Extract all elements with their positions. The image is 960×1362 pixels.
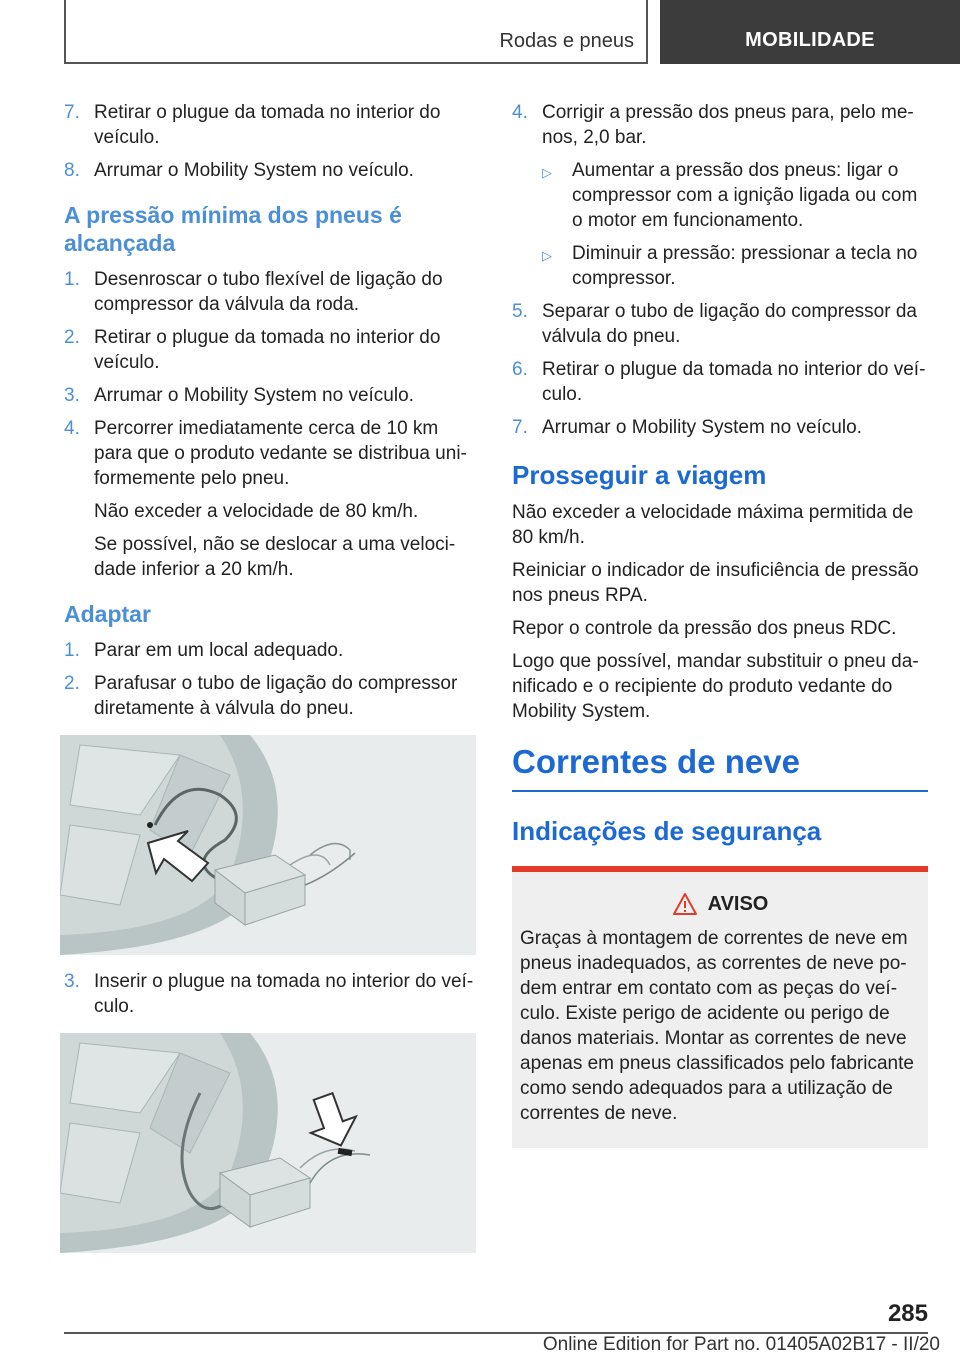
step-text: Parar em um local adequado.	[94, 640, 344, 661]
step-number: 7.	[512, 417, 528, 438]
step-text: Retirar o plugue da tomada no interior do veículo.	[94, 102, 441, 148]
paragraph: Repor o controle da pressão dos pneus RDC.	[512, 618, 897, 639]
figure-compressor-valve	[60, 735, 476, 955]
paragraph: Não exceder a velocidade máxima permitida de 80 km/h.	[512, 502, 914, 548]
step-text: Inserir o plugue na tomada no interior do veículo.	[94, 971, 474, 1017]
sub-step-item	[512, 158, 928, 233]
heading-safety-notes: Indicações de segurança	[512, 816, 822, 846]
header-chapter-tab	[660, 0, 960, 64]
footer-edition: Online Edition for Part no. 01405A02B17 - II/20	[542, 1334, 940, 1355]
step-text: Percorrer imediatamente cerca de 10 km para que o produto vedante se distribua uniformemente pelo pneu.	[94, 418, 467, 489]
heading-snow-chains: Correntes de neve	[512, 742, 928, 792]
step-item	[64, 325, 476, 375]
step-number: 7.	[64, 102, 80, 123]
note-speed: Não exceder a velocidade de 80 km/h.	[94, 501, 419, 522]
step-item	[64, 100, 476, 150]
page-number: 285	[887, 1300, 928, 1327]
step-text: Parafusar o tubo de ligação do compressor diretamente à válvula do pneu.	[94, 673, 458, 719]
compressor-valve-illustration	[60, 735, 476, 955]
step-number: 2.	[64, 327, 80, 348]
step-text: Corrigir a pressão dos pneus para, pelo menos, 2,0 bar.	[542, 102, 914, 148]
warning-text: Graças à montagem de correntes de neve em pneus inadequados, as correntes de neve podem entrar em contato com as peças do veículo. Existe perigo de acidente ou perigo de danos materiais. Montar as correntes de neve apenas em pneus classificados pelo fabricante como sendo adequados para a utilização de correntes de neve.	[520, 928, 914, 1124]
step-text: Desenroscar o tubo flexível de ligação do compressor da válvula da roda.	[94, 269, 443, 315]
step-number: 1.	[64, 269, 80, 290]
step-item	[512, 415, 928, 440]
step-item	[64, 383, 476, 408]
compressor-plug-illustration	[60, 1033, 476, 1253]
warning-triangle-icon	[672, 892, 698, 916]
step-number: 2.	[64, 673, 80, 694]
heading-min-pressure: A pressão mínima dos pneus é alcançada	[64, 202, 402, 256]
step-item	[64, 267, 476, 317]
heading-continue-journey: Prosseguir a viagem	[512, 460, 767, 490]
step-number: 4.	[512, 102, 528, 123]
left-column	[64, 100, 476, 1267]
step-number: 8.	[64, 160, 80, 181]
paragraph: Reiniciar o indicador de insuficiência de pressão nos pneus RPA.	[512, 560, 919, 606]
step-number: 6.	[512, 359, 528, 380]
step-item	[512, 357, 928, 407]
step-text: Retirar o plugue da tomada no interior do veículo.	[542, 359, 926, 405]
sub-step-text: Diminuir a pressão: pressionar a tecla no compressor.	[572, 243, 918, 289]
warning-header	[520, 892, 920, 916]
step-number: 1.	[64, 640, 80, 661]
step-number: 3.	[64, 385, 80, 406]
step-number: 5.	[512, 301, 528, 322]
triangle-bullet-icon: ▷	[542, 248, 552, 263]
step-item	[64, 671, 476, 721]
sub-step-text: Aumentar a pressão dos pneus: ligar o compressor com a ignição ligada ou com o motor em funcionamento.	[572, 160, 918, 231]
step-item	[512, 100, 928, 150]
step-item	[64, 969, 476, 1019]
step-item	[64, 158, 476, 183]
header-chapter-title: MOBILIDADE	[745, 29, 875, 51]
warning-title: AVISO	[707, 892, 769, 915]
step-number: 3.	[64, 971, 80, 992]
note-min-speed: Se possível, não se deslocar a uma velocidade inferior a 20 km/h.	[94, 534, 456, 580]
step-number: 4.	[64, 418, 80, 439]
sub-step-item	[512, 241, 928, 291]
triangle-bullet-icon: ▷	[542, 165, 552, 180]
paragraph: Logo que possível, mandar substituir o pneu danificado e o recipiente do produto vedante do Mobility System.	[512, 651, 919, 722]
step-text: Separar o tubo de ligação do compressor da válvula do pneu.	[542, 301, 917, 347]
step-text: Arrumar o Mobility System no veículo.	[94, 385, 414, 406]
step-item	[512, 299, 928, 349]
figure-compressor-plug	[60, 1033, 476, 1253]
step-text: Arrumar o Mobility System no veículo.	[94, 160, 414, 181]
heading-adapt: Adaptar	[64, 601, 151, 627]
step-text: Retirar o plugue da tomada no interior do veículo.	[94, 327, 441, 373]
right-column	[512, 100, 928, 1148]
step-item	[64, 416, 476, 491]
warning-box	[512, 866, 928, 1148]
step-text: Arrumar o Mobility System no veículo.	[542, 417, 862, 438]
header-section-box	[64, 0, 648, 64]
step-item	[64, 638, 476, 663]
header-section-title: Rodas e pneus	[499, 30, 634, 52]
